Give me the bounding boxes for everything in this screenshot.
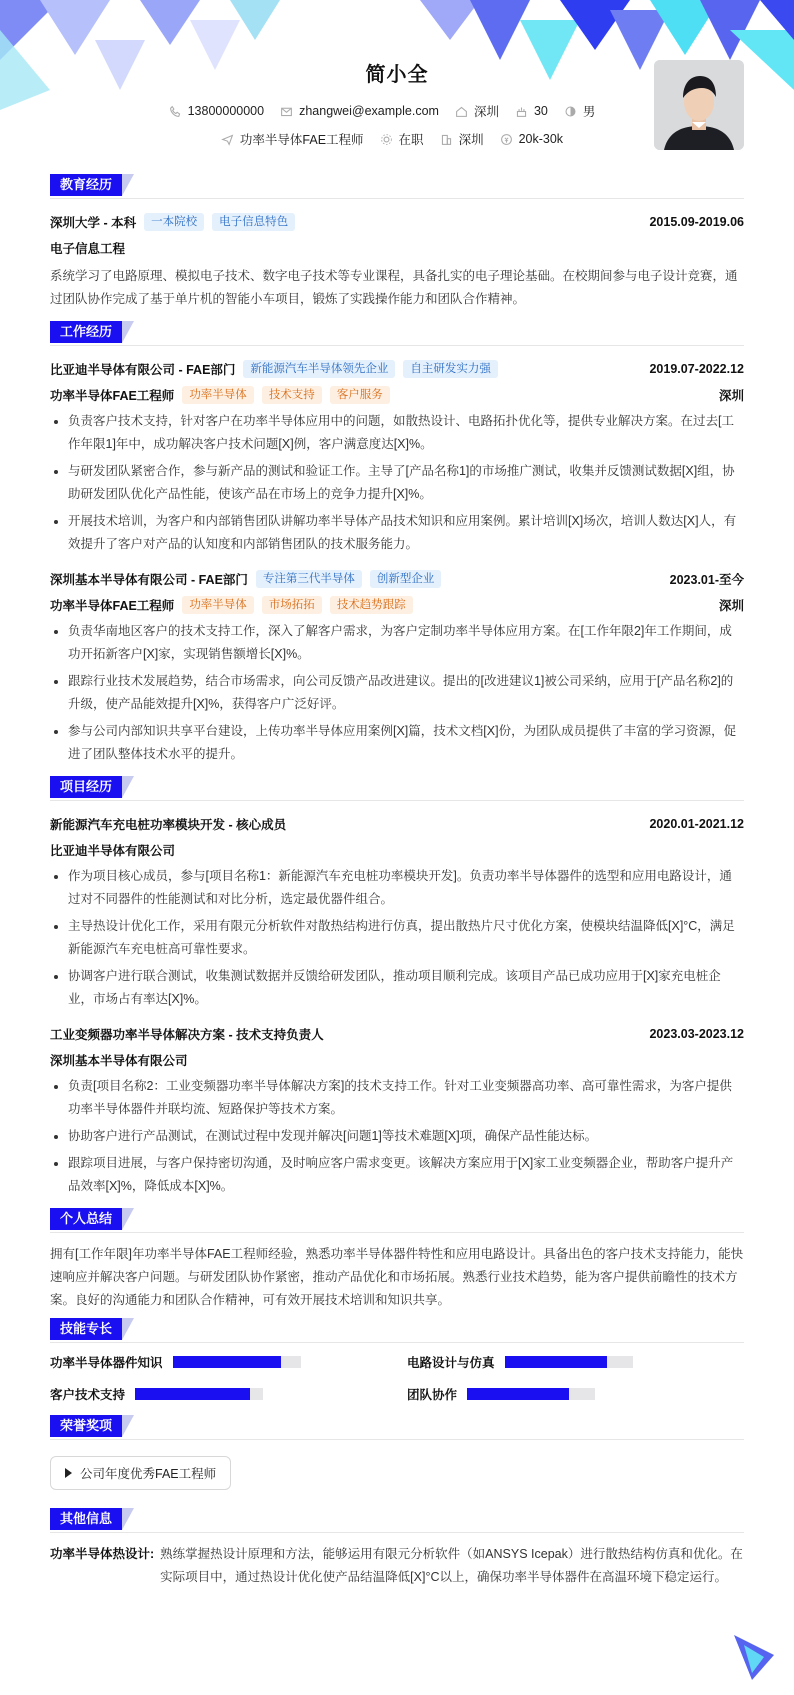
job-role-left: [50, 386, 390, 404]
role-tag: 市场拓拓: [262, 596, 322, 614]
company-name: 深圳基本半导体有限公司 - FAE部门: [50, 573, 248, 587]
job-date: 2019.07-2022.12: [649, 362, 744, 376]
summary-title: 个人总结: [50, 1208, 122, 1230]
job-company-row: [50, 566, 744, 592]
major-row: [50, 235, 744, 261]
role-tag: 功率半导体: [182, 596, 254, 614]
work-city-value: 深圳: [458, 133, 484, 147]
other-header: [50, 1508, 744, 1533]
education-date: 2015.09-2019.06: [649, 215, 744, 229]
company-tag: 自主研发实力强: [403, 360, 498, 378]
project-bullet: • 负责[项目名称2：工业变频器功率半导体解决方案]的技术支持工作。针对工业变频器高功率、高可靠性需求，为客户提供功率半导体器件并联均流、短路保护等技术方案。: [68, 1075, 744, 1121]
skill-bar: [135, 1388, 263, 1400]
corner-decoration: [734, 1635, 774, 1680]
role-tag: 技术趋势跟踪: [330, 596, 413, 614]
gender-item: [564, 102, 596, 120]
building-icon: [440, 133, 453, 146]
other-info-row: [50, 1543, 744, 1589]
project-date: 2023.03-2023.12: [649, 1027, 744, 1041]
skill-item: [50, 1385, 387, 1403]
job-company-left: [50, 360, 498, 378]
mail-icon: [280, 105, 293, 118]
skill-item: [50, 1353, 387, 1371]
skill-bar-fill: [135, 1388, 250, 1400]
role-tag: 技术支持: [262, 386, 322, 404]
phone-item: [169, 102, 264, 120]
project-bullet: • 协助客户进行产品测试，在测试过程中发现并解决[问题1]等技术难题[X]项，确保产品性能达标。: [68, 1125, 744, 1148]
skills-header: [50, 1318, 744, 1343]
intent-row: [150, 130, 634, 148]
skill-bar: [173, 1356, 301, 1368]
resume-header: [50, 0, 744, 168]
job-role: 功率半导体FAE工程师: [50, 389, 175, 403]
job-bullet: • 跟踪行业技术发展趋势，结合市场需求，向公司反馈产品改进建议。提出的[改进建议1]被公司采纳，应用于[产品名称2]的升级，使产品能效提升[X]%，获得客户广泛好评。: [68, 670, 744, 716]
avatar: [654, 60, 744, 150]
other-title: 其他信息: [50, 1508, 122, 1530]
status-item: [380, 130, 424, 148]
contact-row: [130, 102, 634, 120]
skill-bar-fill: [505, 1356, 607, 1368]
skill-bar-fill: [467, 1388, 569, 1400]
job-bullet: • 与研发团队紧密合作，参与新产品的测试和验证工作。主导了[产品名称1]的市场推广测试，收集并反馈测试数据[X]组，协助研发团队优化产品性能，使该产品在市场上的竞争力提升[X]%。: [68, 460, 744, 506]
education-title: 教育经历: [50, 174, 122, 196]
job-company-left: [50, 570, 441, 588]
cake-icon: [515, 105, 528, 118]
job-entry: [50, 356, 744, 556]
gear-icon: [380, 133, 393, 146]
gender-icon: [564, 105, 577, 118]
other-label: 功率半导体热设计:: [50, 1547, 155, 1561]
home-icon: [455, 105, 468, 118]
skill-name: 电路设计与仿真: [407, 1356, 495, 1370]
job-company-row: [50, 356, 744, 382]
school-tag: 电子信息特色: [212, 213, 295, 231]
project-bullets: [50, 1075, 744, 1198]
school-tag: 一本院校: [144, 213, 204, 231]
company-tag: 新能源汽车半导体领先企业: [243, 360, 395, 378]
play-icon: [65, 1468, 72, 1478]
role-tag: 功率半导体: [182, 386, 254, 404]
job-bullet: • 负责华南地区客户的技术支持工作，深入了解客户需求，为客户定制功率半导体应用方案。在[工作年限2]年工作期间，成功开拓新客户[X]家，实现销售额增长[X]%。: [68, 620, 744, 666]
skill-name: 客户技术支持: [50, 1388, 126, 1402]
money-icon: [500, 133, 513, 146]
skills-title: 技能专长: [50, 1318, 122, 1340]
project-name: 工业变频器功率半导体解决方案 - 技术支持负责人: [50, 1028, 324, 1042]
other-section: [50, 1508, 744, 1589]
send-icon: [221, 133, 234, 146]
age-item: [515, 102, 548, 120]
major-name: 电子信息工程: [50, 242, 126, 256]
job-city: 深圳: [718, 599, 744, 613]
city-item: [455, 102, 499, 120]
email-value: zhangwei@example.com: [299, 104, 439, 118]
job-role-row: [50, 382, 744, 408]
skill-name: 功率半导体器件知识: [50, 1356, 163, 1370]
skill-item: [407, 1385, 744, 1403]
age-value: 30: [533, 104, 548, 118]
project-header: [50, 776, 744, 801]
school-name: 深圳大学 - 本科: [50, 216, 137, 230]
project-name-row: [50, 1021, 744, 1047]
other-text: 熟练掌握热设计原理和方法，能够运用有限元分析软件（如ANSYS Icepak）进行散热结构仿真和优化。在实际项目中，通过热设计优化使产品结温降低[X]°C以上，确保功率半导体器件在高温环境下稳定运行。: [160, 1547, 743, 1584]
phone-icon: [169, 105, 182, 118]
project-bullet: • 跟踪项目进展，与客户保持密切沟通，及时响应客户需求变更。该解决方案应用于[X]家工业变频器企业，帮助客户提升产品效率[X]%，降低成本[X]%。: [68, 1152, 744, 1198]
phone-value: 13800000000: [187, 104, 265, 118]
gender-value: 男: [582, 105, 596, 119]
education-row: [50, 209, 744, 235]
company-tag: 创新型企业: [370, 570, 442, 588]
job-entry: [50, 566, 744, 766]
project-name: 新能源汽车充电桩功率模块开发 - 核心成员: [50, 818, 287, 832]
position-item: [221, 130, 364, 148]
city-value: 深圳: [473, 105, 499, 119]
job-bullet: • 参与公司内部知识共享平台建设，上传功率半导体应用案例[X]篇，技术文档[X]份，为团队成员提供了丰富的学习资源，促进了团队整体技术水平的提升。: [68, 720, 744, 766]
summary-text: 拥有[工作年限]年功率半导体FAE工程师经验，熟悉功率半导体器件特性和应用电路设计。具备出色的客户技术支持能力，能快速响应并解决客户问题。与研发团队协作紧密，推动产品优化和市场拓展。熟悉行业技术趋势，能为客户提供前瞻性的技术方案。良好的沟通能力和团队合作精神，可有效开展技术培训和知识共享。: [50, 1247, 744, 1307]
awards-section: [50, 1415, 744, 1502]
role-tag: 客户服务: [330, 386, 390, 404]
summary-section: [50, 1208, 744, 1312]
project-title: 项目经历: [50, 776, 122, 798]
job-bullets: [50, 410, 744, 556]
work-header: [50, 321, 744, 346]
education-header: [50, 174, 744, 199]
education-left: [50, 213, 295, 231]
status-value: 在职: [398, 133, 424, 147]
candidate-name: 简小全: [365, 64, 429, 86]
job-city: 深圳: [718, 389, 744, 403]
work-title: 工作经历: [50, 321, 122, 343]
skills-section: [50, 1318, 744, 1403]
position-value: 功率半导体FAE工程师: [239, 133, 364, 147]
awards-title: 荣誉奖项: [50, 1415, 122, 1437]
project-bullet: • 协调客户进行联合测试，收集测试数据并反馈给研发团队，推动项目顺利完成。该项目产品已成功应用于[X]家充电桩企业，市场占有率达[X]%。: [68, 965, 744, 1011]
salary-item: [500, 130, 563, 148]
education-entry: [50, 209, 744, 311]
skill-item: [407, 1353, 744, 1371]
project-date: 2020.01-2021.12: [649, 817, 744, 831]
project-entry: [50, 1021, 744, 1198]
project-company: 深圳基本半导体有限公司: [50, 1054, 188, 1068]
skill-bar: [467, 1388, 595, 1400]
work-section: [50, 321, 744, 766]
project-bullets: [50, 865, 744, 1011]
project-name-row: [50, 811, 744, 837]
project-bullet: • 作为项目核心成员，参与[项目名称1：新能源汽车充电桩功率模块开发]。负责功率半导体器件的选型和应用电路设计，通过对不同器件的性能测试和对比分析，选定最优器件组合。: [68, 865, 744, 911]
job-bullet: • 开展技术培训，为客户和内部销售团队讲解功率半导体产品技术知识和应用案例。累计培训[X]场次，培训人数达[X]人，有效提升了客户对产品的认知度和内部销售团队的技术服务能力。: [68, 510, 744, 556]
job-date: 2023.01-至今: [669, 573, 744, 587]
job-bullet: • 负责客户技术支持，针对客户在功率半导体应用中的问题，如散热设计、电路拓扑优化等，提供专业解决方案。在过去[工作年限1]年中，成功解决客户技术问题[X]例，客户满意度达[X]%。: [68, 410, 744, 456]
award-name: 公司年度优秀FAE工程师: [80, 1467, 217, 1481]
education-description: 系统学习了电路原理、模拟电子技术、数字电子技术等专业课程，具备扎实的电子理论基础。在校期间参与电子设计竞赛，通过团队协作完成了基于单片机的智能小车项目，锻炼了实践操作能力和团队合作精神。: [50, 269, 738, 306]
skill-name: 团队协作: [407, 1388, 458, 1402]
awards-header: [50, 1415, 744, 1440]
job-role-row: [50, 592, 744, 618]
job-role-left: [50, 596, 413, 614]
project-company: 比亚迪半导体有限公司: [50, 844, 176, 858]
project-section: [50, 776, 744, 1198]
job-bullets: [50, 620, 744, 766]
skill-bar: [505, 1356, 633, 1368]
job-role: 功率半导体FAE工程师: [50, 599, 175, 613]
project-company-row: [50, 837, 744, 863]
project-bullet: • 主导热设计优化工作，采用有限元分析软件对散热结构进行仿真，提出散热片尺寸优化方案，使模块结温降低[X]°C，满足新能源汽车充电桩高可靠性要求。: [68, 915, 744, 961]
summary-header: [50, 1208, 744, 1233]
education-section: [50, 174, 744, 311]
email-item: [280, 102, 439, 120]
salary-value: 20k-30k: [518, 132, 564, 146]
award-item: [50, 1456, 231, 1490]
project-company-row: [50, 1047, 744, 1073]
project-entry: [50, 811, 744, 1011]
work-city-item: [440, 130, 484, 148]
skill-bar-fill: [173, 1356, 282, 1368]
skills-grid: [50, 1353, 744, 1403]
company-name: 比亚迪半导体有限公司 - FAE部门: [50, 363, 236, 377]
company-tag: 专注第三代半导体: [256, 570, 362, 588]
